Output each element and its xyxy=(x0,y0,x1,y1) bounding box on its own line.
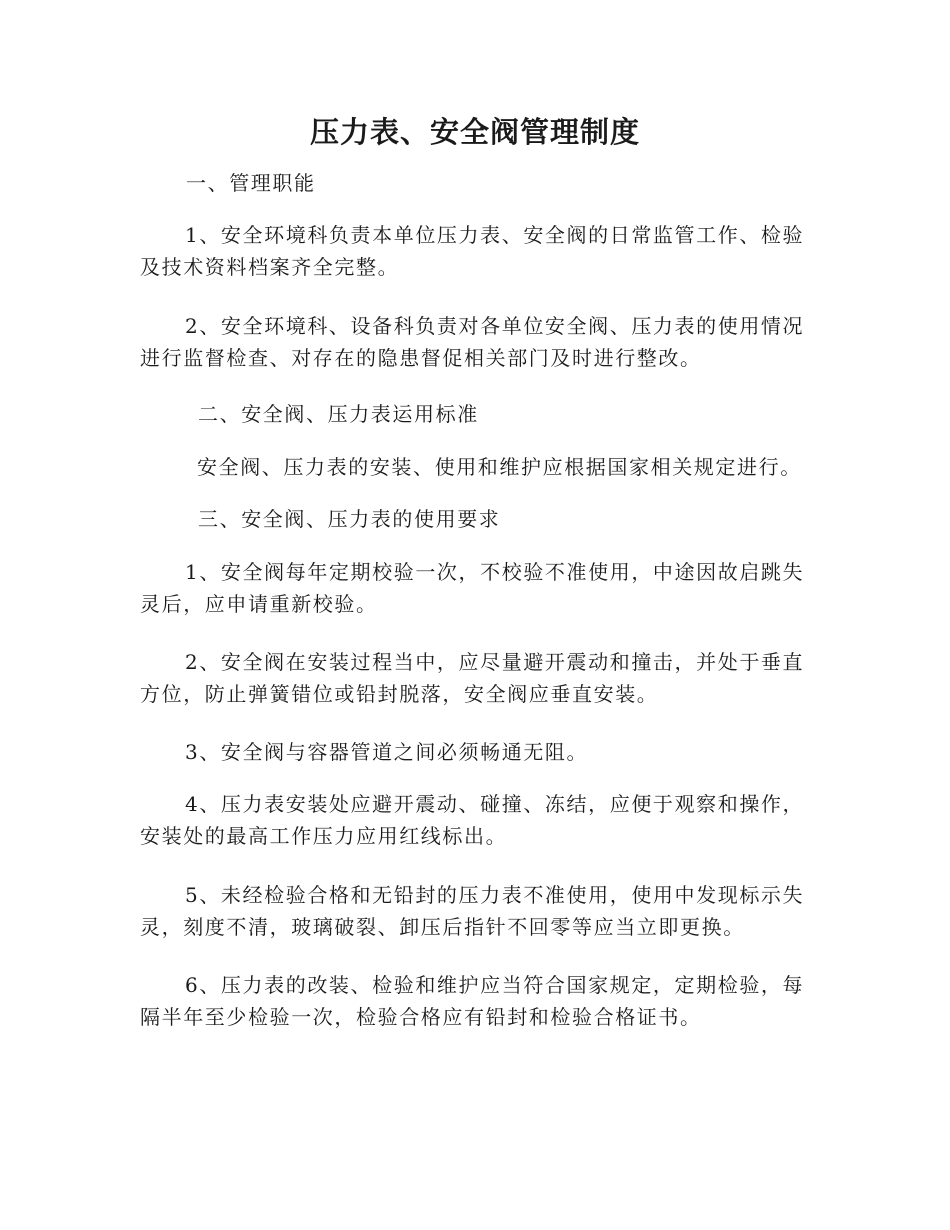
paragraph-3-2 xyxy=(140,646,805,710)
paragraph-line: 灵，刻度不清，玻璃破裂、卸压后指针不回零等应当立即更换。 xyxy=(140,915,745,939)
paragraph-line: 1、安全阀每年定期校验一次，不校验不准使用，中途因故启跳失 xyxy=(185,560,805,584)
paragraph-3-3 xyxy=(140,736,805,768)
paragraph-3-6 xyxy=(140,969,805,1033)
paragraph-line: 灵后，应申请重新校验。 xyxy=(140,592,378,616)
paragraph-line: 6、压力表的改装、检验和维护应当符合国家规定，定期检验，每 xyxy=(185,973,805,997)
paragraph-1-2 xyxy=(140,310,805,374)
paragraph-line: 1、安全环境科负责本单位压力表、安全阀的日常监管工作、检验 xyxy=(185,223,805,247)
paragraph-2-1 xyxy=(197,451,817,483)
paragraph-3-1 xyxy=(140,556,805,620)
paragraph-line: 方位，防止弹簧错位或铅封脱落，安全阀应垂直安装。 xyxy=(140,682,659,706)
paragraph-line: 进行监督检查、对存在的隐患督促相关部门及时进行整改。 xyxy=(140,346,702,370)
section-heading-1: 一、管理职能 xyxy=(186,171,316,195)
section-heading-3: 三、安全阀、压力表的使用要求 xyxy=(198,507,501,531)
paragraph-line: 安装处的最高工作压力应用红线标出。 xyxy=(140,824,508,848)
paragraph-line: 及技术资料档案齐全完整。 xyxy=(140,255,400,279)
paragraph-line: 5、未经检验合格和无铅封的压力表不准使用，使用中发现标示失 xyxy=(185,883,805,907)
paragraph-3-4 xyxy=(140,788,805,852)
paragraph-line: 4、压力表安装处应避开震动、碰撞、冻结，应便于观察和操作， xyxy=(185,792,805,816)
section-heading-2: 二、安全阀、压力表运用标准 xyxy=(198,402,479,426)
paragraph-1-1 xyxy=(140,219,805,283)
paragraph-line: 隔半年至少检验一次，检验合格应有铅封和检验合格证书。 xyxy=(140,1005,702,1029)
document-title: 压力表、安全阀管理制度 xyxy=(309,115,640,149)
paragraph-line: 2、安全环境科、设备科负责对各单位安全阀、压力表的使用情况 xyxy=(185,314,805,338)
paragraph-line: 3、安全阀与容器管道之间必须畅通无阻。 xyxy=(185,740,589,764)
paragraph-line: 2、安全阀在安装过程当中，应尽量避开震动和撞击，并处于垂直 xyxy=(185,650,805,674)
paragraph-3-5 xyxy=(140,879,805,943)
paragraph-line: 安全阀、压力表的安装、使用和维护应根据国家相关规定进行。 xyxy=(197,455,802,479)
